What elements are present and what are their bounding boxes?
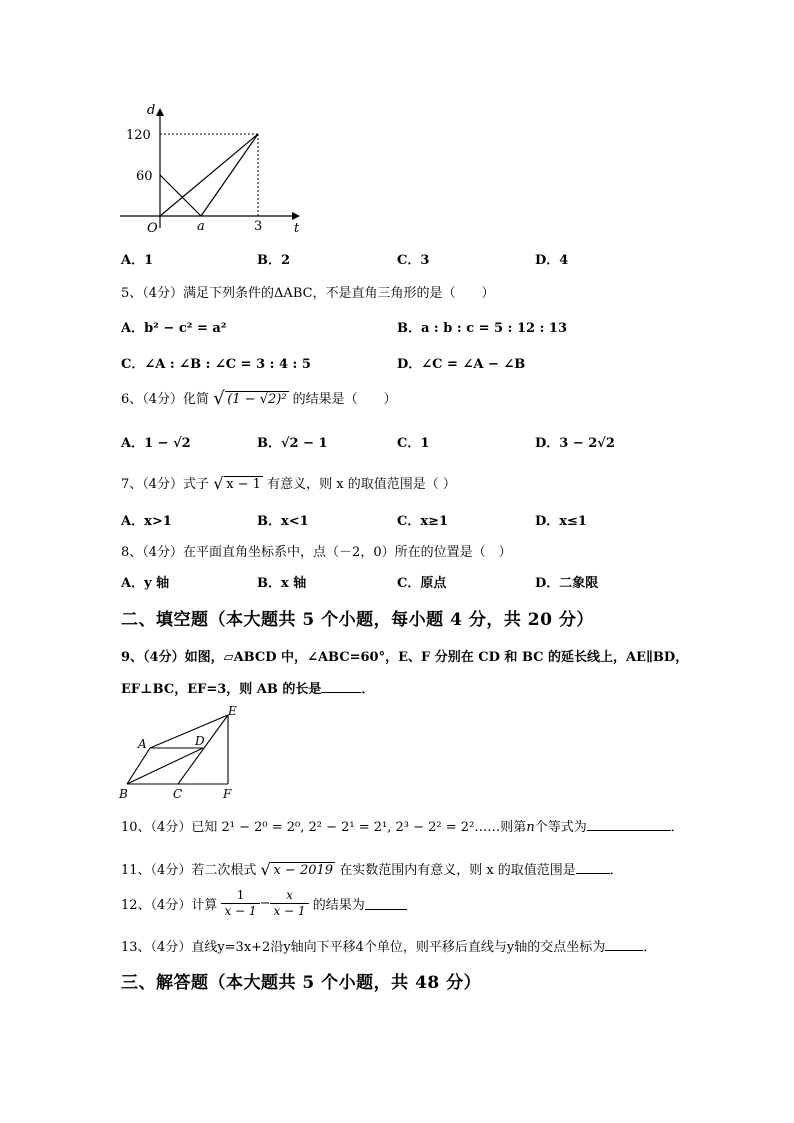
q9-line2-text: EF⊥BC，EF=3，则 AB 的长是 bbox=[121, 682, 322, 697]
q6-option-b[interactable]: B．√2 − 1 bbox=[257, 436, 328, 451]
q10-answer-blank[interactable] bbox=[587, 818, 671, 831]
q11-post: 在实数范围内有意义，则 x 的取值范围是 bbox=[339, 863, 576, 878]
q7-radicand: x − 1 bbox=[226, 477, 261, 492]
q6-option-d[interactable]: D．3 − 2√2 bbox=[535, 436, 615, 451]
q6-radicand: (1 − √2)² bbox=[227, 392, 287, 407]
q11-pre: 11、（4分）若二次根式 bbox=[121, 863, 257, 878]
label-a: A bbox=[138, 737, 147, 751]
q6-option-a[interactable]: A．1 − √2 bbox=[121, 436, 191, 451]
parallelogram-figure bbox=[115, 700, 255, 800]
label-e: E bbox=[228, 704, 237, 718]
q13-text: 13、（4分）直线y=3x+2沿y轴向下平移4个单位，则平移后直线与y轴的交点坐标为 bbox=[121, 940, 606, 955]
q5-option-b[interactable]: B．a : b : c = 5 : 12 : 13 bbox=[397, 321, 567, 336]
q11-radicand: x − 2019 bbox=[273, 863, 334, 878]
q8-option-d[interactable]: D．二象限 bbox=[535, 576, 599, 591]
q7-option-b[interactable]: B．x<1 bbox=[257, 514, 309, 529]
q4-option-c[interactable]: C．3 bbox=[397, 253, 430, 268]
q12-pre: 12、（4分）计算 bbox=[121, 898, 218, 913]
q8-option-a[interactable]: A．y 轴 bbox=[121, 576, 170, 591]
q13-answer-blank[interactable] bbox=[605, 938, 643, 951]
q9-answer-blank[interactable] bbox=[321, 680, 361, 693]
q10-n: n bbox=[526, 820, 535, 835]
section-2-heading: 二、填空题（本大题共 5 个小题，每小题 4 分，共 20 分） bbox=[121, 610, 594, 630]
q10-pre: 10、（4分）已知 bbox=[121, 820, 218, 835]
q13-stem bbox=[121, 936, 656, 955]
q10-end: ． bbox=[670, 820, 684, 835]
q11-stem bbox=[121, 859, 623, 878]
q5-option-d[interactable]: D．∠C = ∠A − ∠B bbox=[397, 357, 526, 372]
q12-post: 的结果为 bbox=[312, 898, 365, 913]
label-d: D bbox=[195, 734, 205, 748]
q4-option-b[interactable]: B．2 bbox=[257, 253, 291, 268]
q12-f1-denominator: x − 1 bbox=[224, 904, 257, 918]
q11-sqrt bbox=[260, 860, 335, 879]
origin-label: O bbox=[147, 221, 158, 236]
q9-line2 bbox=[121, 678, 374, 697]
q7-stem-pre: 7、（4分）式子 bbox=[121, 477, 210, 492]
y-tick-60: 60 bbox=[136, 169, 153, 184]
q5-stem: 5、（4分）满足下列条件的ΔABC，不是直角三角形的是（ ） bbox=[121, 286, 495, 301]
distance-time-graph bbox=[110, 98, 310, 238]
q6-stem-post: 的结果是（ ） bbox=[292, 392, 397, 407]
q11-end: ． bbox=[609, 863, 623, 878]
q4-option-a[interactable]: A．1 bbox=[121, 253, 154, 268]
q10-post: ……则第 bbox=[474, 820, 527, 835]
q7-sqrt bbox=[213, 474, 263, 493]
q11-answer-blank[interactable] bbox=[576, 861, 610, 874]
y-axis-label: d bbox=[147, 103, 156, 118]
q12-stem bbox=[121, 888, 407, 919]
q8-option-b[interactable]: B．x 轴 bbox=[257, 576, 307, 591]
y-tick-120: 120 bbox=[126, 128, 151, 143]
q10-expression: 2¹ − 2⁰ = 2⁰, 2² − 2¹ = 2¹, 2³ − 2² = 2² bbox=[221, 820, 475, 835]
q6-stem bbox=[121, 388, 397, 407]
q7-stem-post: 有意义，则 x 的取值范围是（ ） bbox=[267, 477, 456, 492]
q12-minus: − bbox=[259, 896, 271, 911]
q6-stem-pre: 6、（4分）化简 bbox=[121, 392, 210, 407]
q10-stem bbox=[121, 816, 684, 835]
x-tick-3: 3 bbox=[254, 219, 263, 234]
label-b: B bbox=[119, 787, 128, 800]
q7-option-a[interactable]: A．x>1 bbox=[121, 514, 172, 529]
q9-line2-end: ． bbox=[361, 682, 375, 697]
q12-answer-blank[interactable] bbox=[365, 897, 407, 910]
q7-option-d[interactable]: D．x≤1 bbox=[535, 514, 587, 529]
q12-fraction-2 bbox=[270, 888, 308, 919]
sqrt-icon: √ bbox=[213, 474, 224, 493]
q8-stem: 8、（4分）在平面直角坐标系中，点（－2，0）所在的位置是（ ） bbox=[121, 545, 512, 560]
q4-option-d[interactable]: D．4 bbox=[535, 253, 569, 268]
sqrt-icon: √ bbox=[260, 860, 271, 879]
label-c: C bbox=[173, 787, 183, 800]
section-3-heading: 三、解答题（本大题共 5 个小题，共 48 分） bbox=[121, 973, 482, 993]
x-tick-a: a bbox=[197, 219, 205, 234]
q6-sqrt bbox=[213, 388, 288, 409]
x-axis-label: t bbox=[294, 221, 300, 236]
q12-f1-numerator: 1 bbox=[221, 888, 259, 904]
q6-option-c[interactable]: C．1 bbox=[397, 436, 430, 451]
q12-f2-denominator: x − 1 bbox=[273, 904, 306, 918]
q9-line1: 9、（4分）如图，▱ABCD 中，∠ABC=60°，E、F 分别在 CD 和 BC 的延长线上，AE∥BD， bbox=[121, 650, 689, 665]
q5-option-c[interactable]: C．∠A : ∠B : ∠C = 3 : 4 : 5 bbox=[121, 357, 311, 372]
q8-option-c[interactable]: C．原点 bbox=[397, 576, 447, 591]
q13-end: ． bbox=[643, 940, 657, 955]
sqrt-icon: √ bbox=[213, 388, 225, 409]
label-f: F bbox=[223, 787, 232, 800]
q7-option-c[interactable]: C．x≥1 bbox=[397, 514, 449, 529]
q7-stem bbox=[121, 473, 456, 492]
q12-fraction-1 bbox=[221, 888, 259, 919]
q12-f2-numerator: x bbox=[270, 888, 308, 904]
q10-post2: 个等式为 bbox=[534, 820, 587, 835]
q5-option-a[interactable]: A．b² − c² = a² bbox=[121, 321, 227, 336]
